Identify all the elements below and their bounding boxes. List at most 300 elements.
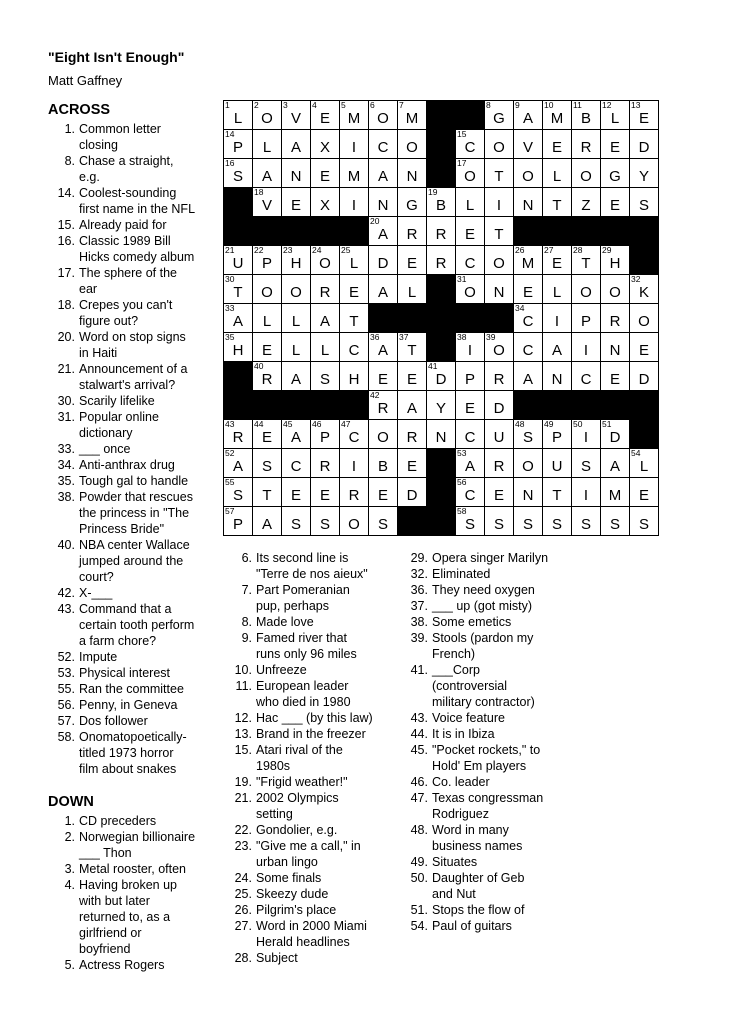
clue-text (256, 614, 393, 630)
clue-line: Tough gal to handle (79, 474, 189, 488)
grid-cell[interactable] (514, 130, 543, 159)
clue-text (79, 297, 218, 329)
clue-line: Hicks comedy album (79, 250, 195, 264)
clue-text (79, 393, 218, 409)
grid-cell[interactable] (311, 188, 340, 217)
grid-cell[interactable] (601, 420, 630, 449)
grid-cell[interactable] (282, 130, 311, 159)
grid-cell[interactable] (572, 275, 601, 304)
cell-letter: S (638, 197, 649, 214)
grid-cell[interactable] (485, 391, 514, 420)
grid-cell[interactable] (543, 159, 572, 188)
clue-number: 26. (234, 903, 252, 917)
cell-letter: C (464, 429, 476, 446)
black-square (340, 391, 369, 420)
grid-cell[interactable] (369, 217, 398, 246)
cell-letter: E (319, 168, 330, 185)
grid-cell[interactable] (456, 478, 485, 507)
clue-item (48, 265, 218, 297)
grid-cell[interactable] (398, 246, 427, 275)
clue-item (48, 537, 218, 585)
grid-cell[interactable] (369, 362, 398, 391)
grid-cell[interactable] (514, 159, 543, 188)
grid-cell[interactable] (485, 449, 514, 478)
clue-line: dictionary (79, 426, 133, 440)
grid-cell[interactable] (572, 130, 601, 159)
grid-cell[interactable] (572, 159, 601, 188)
grid-cell[interactable] (340, 130, 369, 159)
clue-line: Powder that rescues (79, 490, 193, 504)
grid-cell[interactable] (514, 304, 543, 333)
clue-text (79, 121, 218, 153)
grid-cell[interactable] (543, 304, 572, 333)
crossword-grid (223, 100, 659, 536)
grid-cell[interactable] (601, 507, 630, 536)
cell-letter: A (232, 458, 243, 475)
grid-cell[interactable] (398, 362, 427, 391)
grid-cell[interactable] (456, 333, 485, 362)
grid-cell[interactable] (369, 420, 398, 449)
grid-cell[interactable] (601, 304, 630, 333)
puzzle-title: "Eight Isn't Enough" (48, 49, 185, 65)
grid-cell[interactable] (601, 478, 630, 507)
grid-cell[interactable] (398, 333, 427, 362)
grid-cell[interactable] (340, 478, 369, 507)
grid-cell[interactable] (572, 420, 601, 449)
grid-cell[interactable] (282, 101, 311, 130)
grid-cell[interactable] (572, 362, 601, 391)
cell-letter: O (609, 284, 621, 301)
grid-cell[interactable] (630, 130, 659, 159)
grid-cell[interactable] (311, 275, 340, 304)
grid-cell[interactable] (601, 130, 630, 159)
black-square (456, 101, 485, 130)
grid-cell[interactable] (340, 159, 369, 188)
clue-item (48, 877, 218, 957)
grid-cell[interactable] (514, 478, 543, 507)
clue-number: 10. (234, 663, 252, 677)
cell-letter: H (348, 371, 360, 388)
grid-cell[interactable] (311, 362, 340, 391)
grid-cell[interactable] (543, 333, 572, 362)
grid-cell[interactable] (224, 478, 253, 507)
cell-letter: Y (435, 400, 446, 417)
cell-letter: E (609, 197, 620, 214)
grid-cell[interactable] (572, 246, 601, 275)
clue-text (256, 678, 393, 710)
grid-cell[interactable] (514, 188, 543, 217)
cell-letter: O (261, 110, 273, 127)
grid-cell[interactable] (282, 449, 311, 478)
grid-cell[interactable] (282, 159, 311, 188)
grid-cell[interactable] (514, 507, 543, 536)
grid-cell[interactable] (543, 188, 572, 217)
clue-number: 1. (64, 814, 75, 828)
grid-cell[interactable] (311, 420, 340, 449)
clue-number: 13. (234, 727, 252, 741)
cell-number: 5 (341, 100, 346, 110)
cell-letter: N (290, 168, 302, 185)
cell-letter: L (465, 197, 475, 214)
grid-cell[interactable] (311, 130, 340, 159)
grid-cell[interactable] (543, 449, 572, 478)
grid-cell[interactable] (253, 188, 282, 217)
grid-cell[interactable] (427, 420, 456, 449)
grid-cell[interactable] (543, 420, 572, 449)
grid-cell[interactable] (340, 362, 369, 391)
grid-cell[interactable] (224, 101, 253, 130)
grid-cell[interactable] (311, 304, 340, 333)
grid-cell[interactable] (543, 130, 572, 159)
grid-cell[interactable] (514, 449, 543, 478)
grid-cell[interactable] (224, 507, 253, 536)
cell-number: 31 (457, 274, 467, 284)
grid-cell[interactable] (311, 478, 340, 507)
cell-letter: E (464, 400, 475, 417)
clue-line: Word in 2000 Miami (256, 919, 367, 933)
clue-number: 30. (57, 394, 75, 408)
grid-cell[interactable] (398, 101, 427, 130)
grid-cell[interactable] (369, 478, 398, 507)
grid-cell[interactable] (398, 420, 427, 449)
grid-cell[interactable] (369, 246, 398, 275)
grid-cell[interactable] (369, 101, 398, 130)
clue-item (400, 630, 575, 662)
cell-letter: I (467, 342, 473, 359)
clue-text (256, 790, 393, 822)
grid-cell[interactable] (253, 449, 282, 478)
grid-cell[interactable] (253, 478, 282, 507)
grid-cell[interactable] (340, 420, 369, 449)
cell-letter: T (349, 313, 359, 330)
grid-cell[interactable] (630, 275, 659, 304)
clue-text (432, 870, 575, 902)
cell-number: 1 (225, 100, 230, 110)
grid-cell[interactable] (485, 101, 514, 130)
clue-number: 23. (234, 839, 252, 853)
grid-cell[interactable] (456, 159, 485, 188)
cell-letter: E (261, 342, 272, 359)
cell-number: 10 (544, 100, 554, 110)
clue-line: urban lingo (256, 855, 318, 869)
grid-cell[interactable] (282, 362, 311, 391)
grid-cell[interactable] (311, 159, 340, 188)
grid-cell[interactable] (311, 507, 340, 536)
grid-cell[interactable] (369, 188, 398, 217)
clue-line: Dos follower (79, 714, 148, 728)
grid-cell[interactable] (282, 275, 311, 304)
clue-text (432, 662, 575, 710)
grid-cell[interactable] (224, 246, 253, 275)
grid-cell[interactable] (369, 333, 398, 362)
grid-cell[interactable] (485, 246, 514, 275)
cell-letter: O (377, 110, 389, 127)
cell-letter: X (319, 139, 330, 156)
clue-item (48, 649, 218, 665)
grid-cell[interactable] (572, 101, 601, 130)
grid-cell[interactable] (398, 275, 427, 304)
grid-cell[interactable] (456, 188, 485, 217)
clue-number: 41. (410, 663, 428, 677)
grid-cell[interactable] (630, 101, 659, 130)
grid-cell[interactable] (398, 449, 427, 478)
down-heading: DOWN (48, 794, 94, 810)
grid-cell[interactable] (456, 420, 485, 449)
clue-text (79, 153, 218, 185)
grid-cell[interactable] (311, 101, 340, 130)
clue-number: 21. (234, 791, 252, 805)
cell-letter: N (435, 429, 447, 446)
grid-cell[interactable] (369, 391, 398, 420)
black-square (630, 217, 659, 246)
grid-cell[interactable] (340, 246, 369, 275)
cell-letter: D (609, 429, 621, 446)
grid-cell[interactable] (340, 188, 369, 217)
grid-cell[interactable] (253, 304, 282, 333)
grid-cell[interactable] (224, 420, 253, 449)
grid-cell[interactable] (514, 362, 543, 391)
grid-cell[interactable] (340, 101, 369, 130)
clue-line: Texas congressman (432, 791, 544, 805)
clue-item (400, 726, 575, 742)
black-square (514, 217, 543, 246)
cell-number: 15 (457, 129, 467, 139)
grid-cell[interactable] (572, 507, 601, 536)
grid-cell[interactable] (485, 478, 514, 507)
grid-cell[interactable] (485, 362, 514, 391)
clue-number: 56. (57, 698, 75, 712)
grid-cell[interactable] (369, 507, 398, 536)
grid-cell[interactable] (340, 507, 369, 536)
cell-number: 3 (283, 100, 288, 110)
cell-letter: A (551, 342, 562, 359)
clue-item (400, 918, 575, 934)
clue-item (48, 957, 218, 973)
grid-cell[interactable] (253, 420, 282, 449)
grid-cell[interactable] (543, 478, 572, 507)
clue-number: 7. (241, 583, 252, 597)
black-square (398, 507, 427, 536)
grid-cell[interactable] (630, 304, 659, 333)
cell-letter: O (464, 284, 476, 301)
grid-cell[interactable] (456, 275, 485, 304)
grid-cell[interactable] (224, 130, 253, 159)
cell-number: 34 (515, 303, 525, 313)
cell-letter: E (638, 342, 649, 359)
cell-letter: P (464, 371, 475, 388)
grid-cell[interactable] (253, 275, 282, 304)
grid-cell[interactable] (456, 246, 485, 275)
grid-cell[interactable] (282, 246, 311, 275)
grid-cell[interactable] (456, 507, 485, 536)
clue-line: closing (79, 138, 118, 152)
grid-cell[interactable] (369, 275, 398, 304)
grid-cell[interactable] (456, 449, 485, 478)
grid-cell[interactable] (630, 507, 659, 536)
grid-cell[interactable] (543, 507, 572, 536)
grid-cell[interactable] (311, 246, 340, 275)
grid-cell[interactable] (369, 449, 398, 478)
clue-line: Metal rooster, often (79, 862, 187, 876)
clue-item (48, 829, 218, 861)
grid-cell[interactable] (456, 391, 485, 420)
clue-item (223, 918, 393, 950)
clue-line: It is in Ibiza (432, 727, 495, 741)
grid-cell[interactable] (630, 449, 659, 478)
grid-cell[interactable] (572, 333, 601, 362)
grid-cell[interactable] (224, 304, 253, 333)
grid-cell[interactable] (456, 130, 485, 159)
grid-cell[interactable] (427, 391, 456, 420)
clue-item (48, 861, 218, 877)
grid-cell[interactable] (572, 304, 601, 333)
clue-number: 6. (241, 551, 252, 565)
grid-cell[interactable] (398, 188, 427, 217)
grid-cell[interactable] (427, 362, 456, 391)
grid-cell[interactable] (224, 333, 253, 362)
grid-cell[interactable] (601, 159, 630, 188)
grid-cell[interactable] (543, 101, 572, 130)
grid-cell[interactable] (282, 188, 311, 217)
grid-cell[interactable] (514, 246, 543, 275)
grid-cell[interactable] (543, 275, 572, 304)
clue-item (400, 774, 575, 790)
grid-cell[interactable] (514, 101, 543, 130)
grid-cell[interactable] (253, 101, 282, 130)
grid-cell[interactable] (340, 449, 369, 478)
grid-cell[interactable] (369, 159, 398, 188)
grid-cell[interactable] (601, 362, 630, 391)
grid-cell[interactable] (282, 333, 311, 362)
grid-cell[interactable] (398, 130, 427, 159)
black-square (514, 391, 543, 420)
cell-letter: L (610, 110, 620, 127)
grid-cell[interactable] (398, 391, 427, 420)
grid-cell[interactable] (485, 420, 514, 449)
cell-letter: O (290, 284, 302, 301)
clue-number: 37. (410, 599, 428, 613)
clue-text (256, 902, 393, 918)
black-square (224, 362, 253, 391)
grid-cell[interactable] (369, 130, 398, 159)
grid-cell[interactable] (543, 362, 572, 391)
grid-cell[interactable] (224, 449, 253, 478)
grid-cell[interactable] (282, 304, 311, 333)
grid-cell[interactable] (253, 507, 282, 536)
grid-cell[interactable] (514, 420, 543, 449)
grid-cell[interactable] (427, 246, 456, 275)
grid-cell[interactable] (601, 449, 630, 478)
cell-letter: C (522, 342, 534, 359)
grid-cell[interactable] (427, 217, 456, 246)
grid-cell[interactable] (630, 159, 659, 188)
grid-cell[interactable] (572, 449, 601, 478)
grid-cell[interactable] (340, 333, 369, 362)
grid-cell[interactable] (253, 333, 282, 362)
clue-number: 21. (57, 362, 75, 376)
grid-cell[interactable] (485, 130, 514, 159)
grid-cell[interactable] (630, 478, 659, 507)
cell-letter: L (320, 342, 330, 359)
grid-cell[interactable] (224, 159, 253, 188)
clue-line: Actress Rogers (79, 958, 165, 972)
black-square (572, 217, 601, 246)
cell-number: 18 (254, 187, 264, 197)
grid-cell[interactable] (398, 159, 427, 188)
cell-letter: R (580, 139, 592, 156)
grid-cell[interactable] (253, 246, 282, 275)
grid-cell[interactable] (514, 333, 543, 362)
grid-cell[interactable] (456, 362, 485, 391)
grid-cell[interactable] (485, 188, 514, 217)
cell-number: 17 (457, 158, 467, 168)
grid-cell[interactable] (514, 275, 543, 304)
black-square (224, 188, 253, 217)
grid-cell[interactable] (485, 507, 514, 536)
grid-cell[interactable] (572, 188, 601, 217)
grid-cell[interactable] (543, 246, 572, 275)
grid-cell[interactable] (282, 420, 311, 449)
clue-line: Daughter of Geb (432, 871, 525, 885)
grid-cell[interactable] (456, 217, 485, 246)
grid-cell[interactable] (398, 478, 427, 507)
cell-letter: P (261, 255, 272, 272)
grid-cell[interactable] (630, 333, 659, 362)
grid-cell[interactable] (485, 333, 514, 362)
grid-cell[interactable] (253, 362, 282, 391)
cell-letter: R (261, 371, 273, 388)
grid-cell[interactable] (485, 159, 514, 188)
grid-cell[interactable] (427, 188, 456, 217)
grid-cell[interactable] (398, 217, 427, 246)
grid-cell[interactable] (485, 217, 514, 246)
grid-cell[interactable] (311, 449, 340, 478)
clue-line: Stools (pardon my (432, 631, 534, 645)
grid-cell[interactable] (572, 478, 601, 507)
grid-cell[interactable] (601, 246, 630, 275)
clue-text (432, 566, 575, 582)
grid-cell[interactable] (253, 130, 282, 159)
grid-cell[interactable] (485, 275, 514, 304)
grid-cell[interactable] (282, 478, 311, 507)
grid-cell[interactable] (282, 507, 311, 536)
clue-text (79, 957, 218, 973)
grid-cell[interactable] (630, 362, 659, 391)
cell-number: 36 (370, 332, 380, 342)
grid-cell[interactable] (601, 188, 630, 217)
grid-cell[interactable] (340, 304, 369, 333)
grid-cell[interactable] (340, 275, 369, 304)
grid-cell[interactable] (311, 333, 340, 362)
grid-cell[interactable] (253, 159, 282, 188)
cell-letter: A (464, 458, 475, 475)
clue-number: 27. (234, 919, 252, 933)
clue-line: Norwegian billionaire (79, 830, 196, 844)
clue-item (48, 601, 218, 649)
cell-letter: C (464, 487, 476, 504)
clue-text (432, 790, 575, 822)
grid-cell[interactable] (601, 333, 630, 362)
grid-cell[interactable] (601, 275, 630, 304)
grid-cell[interactable] (224, 275, 253, 304)
clue-item (48, 217, 218, 233)
clue-line: (controversial (432, 679, 508, 693)
clue-item (48, 457, 218, 473)
grid-cell[interactable] (601, 101, 630, 130)
clue-line: CD preceders (79, 814, 157, 828)
cell-number: 41 (428, 361, 438, 371)
grid-cell[interactable] (630, 188, 659, 217)
